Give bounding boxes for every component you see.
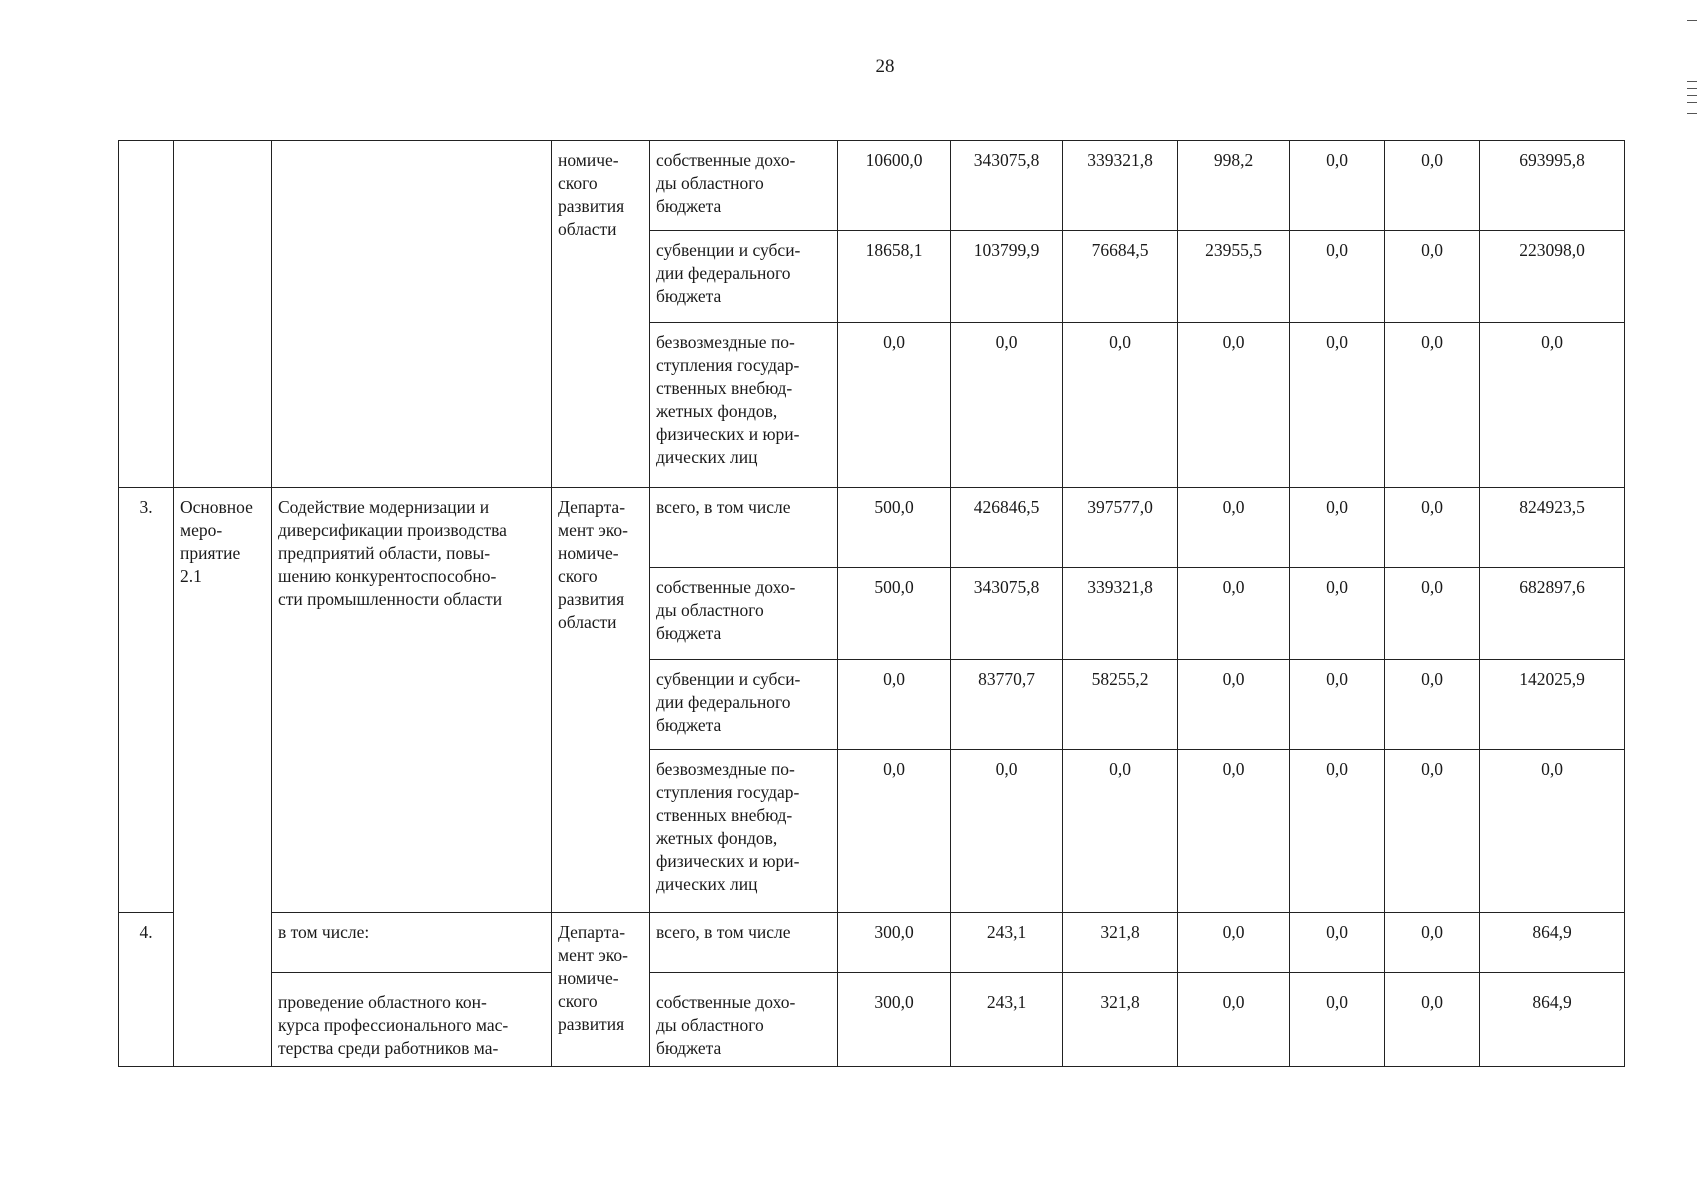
- value-cell: 18658,1: [838, 231, 951, 323]
- value-cell: 339321,8: [1063, 141, 1178, 231]
- value-cell: 500,0: [838, 488, 951, 568]
- value-cell: 0,0: [1480, 323, 1625, 488]
- activity-name: проведение областного кон- курса профессионального мас- терства среди работников ма-: [272, 973, 552, 1067]
- value-cell: 23955,5: [1178, 231, 1290, 323]
- activity-name: в том числе:: [272, 913, 552, 973]
- value-cell: 0,0: [1385, 323, 1480, 488]
- responsible-executor: Департа- мент эко- номиче- ского развития области: [552, 488, 650, 913]
- funding-source: безвозмездные по- ступления государ- ственных внебюд- жетных фондов, физических и юри- дических лиц: [650, 323, 838, 488]
- value-cell: 824923,5: [1480, 488, 1625, 568]
- value-cell: 0,0: [1290, 141, 1385, 231]
- value-cell: 0,0: [1290, 660, 1385, 750]
- funding-source: субвенции и субси- дии федерального бюджета: [650, 660, 838, 750]
- value-cell: 0,0: [1385, 973, 1480, 1067]
- value-cell: 0,0: [838, 323, 951, 488]
- value-cell: 0,0: [1385, 141, 1480, 231]
- value-cell: 83770,7: [951, 660, 1063, 750]
- value-cell: 693995,8: [1480, 141, 1625, 231]
- value-cell: 0,0: [1385, 568, 1480, 660]
- activity-type: Основное меро- приятие 2.1: [174, 488, 272, 1067]
- value-cell: 0,0: [1290, 568, 1385, 660]
- activity-name: Содействие модернизации и диверсификации производства предприятий области, повы- шению конкурентоспособно- сти промышленности области: [272, 488, 552, 913]
- value-cell: 103799,9: [951, 231, 1063, 323]
- value-cell: 0,0: [1178, 973, 1290, 1067]
- value-cell: 0,0: [1385, 750, 1480, 913]
- value-cell: 0,0: [951, 750, 1063, 913]
- responsible-executor: Департа- мент эко- номиче- ского развития: [552, 913, 650, 1067]
- value-cell: 321,8: [1063, 913, 1178, 973]
- responsible-executor: номиче- ского развития области: [552, 141, 650, 488]
- value-cell: 142025,9: [1480, 660, 1625, 750]
- value-cell: 0,0: [1385, 231, 1480, 323]
- value-cell: 0,0: [1063, 750, 1178, 913]
- funding-source: всего, в том числе: [650, 913, 838, 973]
- funding-source: собственные дохо- ды областного бюджета: [650, 568, 838, 660]
- value-cell: 500,0: [838, 568, 951, 660]
- funding-source: безвозмездные по- ступления государ- ственных внебюд- жетных фондов, физических и юри- дических лиц: [650, 750, 838, 913]
- value-cell: 864,9: [1480, 973, 1625, 1067]
- value-cell: 76684,5: [1063, 231, 1178, 323]
- margin-marks: [1687, 20, 1697, 150]
- value-cell: 0,0: [1290, 973, 1385, 1067]
- value-cell: 0,0: [1178, 568, 1290, 660]
- value-cell: 998,2: [1178, 141, 1290, 231]
- value-cell: 0,0: [1178, 660, 1290, 750]
- value-cell: 243,1: [951, 913, 1063, 973]
- funding-source: субвенции и субси- дии федерального бюджета: [650, 231, 838, 323]
- value-cell: 426846,5: [951, 488, 1063, 568]
- value-cell: 0,0: [1063, 323, 1178, 488]
- value-cell: 0,0: [1385, 488, 1480, 568]
- value-cell: 0,0: [1290, 913, 1385, 973]
- value-cell: 10600,0: [838, 141, 951, 231]
- funding-source: всего, в том числе: [650, 488, 838, 568]
- value-cell: 0,0: [1385, 913, 1480, 973]
- value-cell: 0,0: [838, 660, 951, 750]
- value-cell: 243,1: [951, 973, 1063, 1067]
- value-cell: 0,0: [1290, 488, 1385, 568]
- value-cell: 397577,0: [1063, 488, 1178, 568]
- funding-source: собственные дохо- ды областного бюджета: [650, 141, 838, 231]
- activity-name: [272, 141, 552, 488]
- value-cell: 864,9: [1480, 913, 1625, 973]
- value-cell: 0,0: [1290, 750, 1385, 913]
- page-number: 28: [875, 56, 895, 77]
- table-row: [119, 973, 1625, 1067]
- table-row: [119, 913, 1625, 973]
- value-cell: 0,0: [1480, 750, 1625, 913]
- table-row: [119, 141, 1625, 231]
- value-cell: 0,0: [1178, 750, 1290, 913]
- value-cell: 682897,6: [1480, 568, 1625, 660]
- funding-source: собственные дохо- ды областного бюджета: [650, 973, 838, 1067]
- value-cell: 339321,8: [1063, 568, 1178, 660]
- value-cell: 0,0: [1178, 488, 1290, 568]
- value-cell: 343075,8: [951, 568, 1063, 660]
- value-cell: 0,0: [1178, 913, 1290, 973]
- value-cell: 0,0: [1178, 323, 1290, 488]
- table-row: [119, 488, 1625, 568]
- value-cell: 223098,0: [1480, 231, 1625, 323]
- value-cell: 58255,2: [1063, 660, 1178, 750]
- value-cell: 300,0: [838, 913, 951, 973]
- value-cell: 0,0: [838, 750, 951, 913]
- value-cell: 0,0: [1385, 660, 1480, 750]
- row-index: [119, 141, 174, 488]
- value-cell: 321,8: [1063, 973, 1178, 1067]
- value-cell: 0,0: [1290, 323, 1385, 488]
- activity-type: [174, 141, 272, 488]
- value-cell: 343075,8: [951, 141, 1063, 231]
- row-index: 4.: [119, 913, 174, 1067]
- value-cell: 0,0: [951, 323, 1063, 488]
- value-cell: 0,0: [1290, 231, 1385, 323]
- value-cell: 300,0: [838, 973, 951, 1067]
- row-index: 3.: [119, 488, 174, 913]
- budget-table: [118, 140, 1625, 1067]
